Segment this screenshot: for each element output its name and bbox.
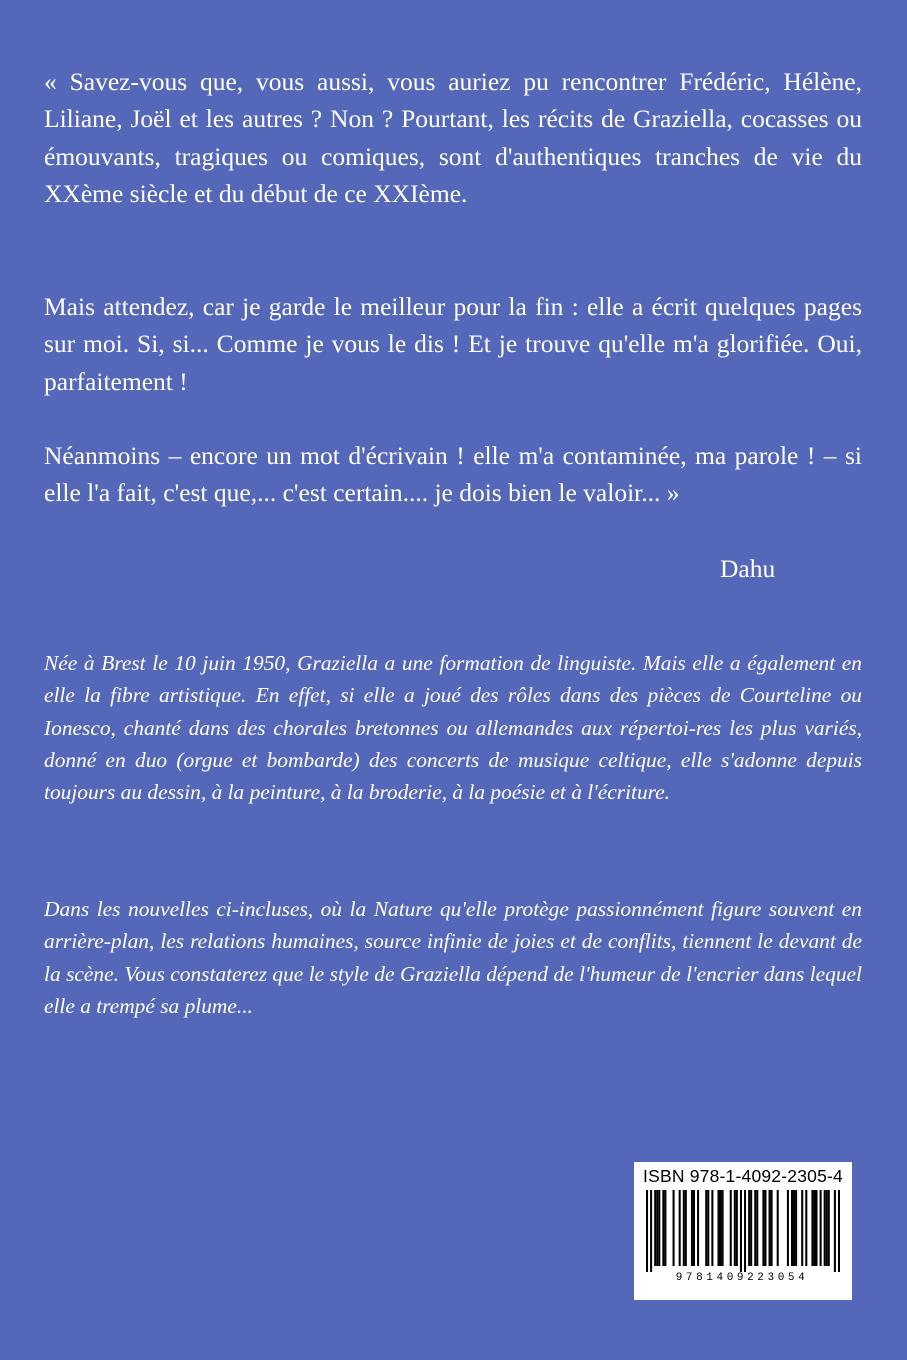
isbn-barcode-box — [634, 1162, 852, 1300]
barcode-bar — [838, 1190, 840, 1272]
barcode-bar — [793, 1190, 795, 1266]
quote-paragraph-3: Néanmoins – encore un mot d'écrivain ! elle m'a contaminée, ma parole ! – si elle l'a fait, c'est que,... c'est certain.... je dois bien le valoir... » — [44, 441, 862, 508]
barcode-bar — [820, 1190, 822, 1266]
barcode-bar — [801, 1190, 803, 1266]
barcode-bar — [722, 1190, 724, 1266]
barcode-bar — [754, 1190, 756, 1266]
barcode-bar — [691, 1190, 693, 1266]
barcode-bar — [828, 1190, 830, 1266]
isbn-label: ISBN 978-1-4092-2305-4 — [643, 1166, 843, 1186]
barcode-bar — [654, 1190, 656, 1266]
barcode-bar — [769, 1190, 771, 1266]
barcode-bar — [717, 1190, 719, 1266]
barcode-bar — [650, 1190, 652, 1272]
barcode-bar — [813, 1190, 815, 1266]
barcode-bar — [662, 1190, 664, 1266]
barcode-bar — [748, 1190, 750, 1266]
bio-paragraph-2: Dans les nouvelles ci-incluses, où la Nature qu'elle protège passionnément figure souvent en arrière-plan, les relations humaines, source infinie de joies et de conflits, tiennent le devant de la scène. Vous constaterez que le style de Graziella dépend de l'humeur de l'encrier dans lequel elle a trempé sa plume... — [44, 897, 862, 1018]
barcode-bar — [740, 1190, 742, 1272]
barcode-bar — [679, 1190, 681, 1266]
quote-paragraph-1: « Savez-vous que, vous aussi, vous auriez pu rencontrer Frédéric, Hélène, Liliane, Joël et les autres ? Non ? Pourtant, les récits de Graziella, cocasses ou émouvants, tragiques ou comiques, sont d'authentiques tranches de vie du XXème siècle et du début de ce XXIème. — [44, 67, 862, 208]
barcode-bar — [697, 1190, 699, 1266]
barcode-bar — [707, 1190, 709, 1266]
barcode-bar — [795, 1190, 797, 1266]
barcode-bar — [750, 1190, 752, 1266]
barcode-bar — [664, 1190, 666, 1266]
quote-paragraph-2: Mais attendez, car je garde le meilleur pour la fin : elle a écrit quelques pages sur moi. Si, si... Comme je vous le dis ! Et je trouve qu'elle m'a glorifiée. Oui, parfaitement ! — [44, 292, 862, 396]
barcode-bar — [834, 1190, 836, 1272]
barcode-bar — [762, 1190, 764, 1266]
signature: Dahu — [720, 554, 776, 583]
barcode-bar — [734, 1190, 736, 1266]
barcode-bar — [811, 1190, 813, 1266]
barcode-bar — [646, 1190, 648, 1272]
barcode-bar — [815, 1190, 817, 1266]
barcode-bar — [736, 1190, 738, 1266]
barcode-bar — [764, 1190, 766, 1266]
barcode-bar — [693, 1190, 695, 1266]
barcode-bar — [824, 1190, 826, 1266]
bio-paragraph-1: Née à Brest le 10 juin 1950, Graziella a une formation de linguiste. Mais elle a également en elle la fibre artistique. En effet, si elle a joué des rôles dans des pièces de Courteline ou Ionesco, chanté dans des chorales bretonnes ou allemandes aux répertoi-res les plus variés, donné en duo (orgue et bombarde) des concerts de musique celtique, elle s'adonne depuis toujours au dessin, à la peinture, à la broderie, à la poésie et à l'écriture. — [44, 651, 862, 805]
barcode-bar — [673, 1190, 675, 1266]
barcode-bar — [777, 1190, 779, 1266]
barcode-bar — [730, 1190, 732, 1266]
barcode-bar — [685, 1190, 687, 1266]
barcode-bar — [826, 1190, 828, 1266]
barcode-bar — [683, 1190, 685, 1266]
barcode-bar — [705, 1190, 707, 1266]
barcode-bar — [658, 1190, 660, 1266]
barcode-bar — [791, 1190, 793, 1266]
barcode-bar — [744, 1190, 746, 1272]
barcode-digits: 9781409223054 — [675, 1272, 809, 1284]
barcode-bar — [720, 1190, 722, 1266]
barcode-bar — [656, 1190, 658, 1266]
barcode-bar — [805, 1190, 807, 1266]
barcode-bar — [787, 1190, 789, 1266]
barcode-bar — [771, 1190, 773, 1266]
barcode-bar — [711, 1190, 713, 1266]
barcode-bar — [756, 1190, 758, 1266]
barcode-image — [646, 1190, 840, 1272]
